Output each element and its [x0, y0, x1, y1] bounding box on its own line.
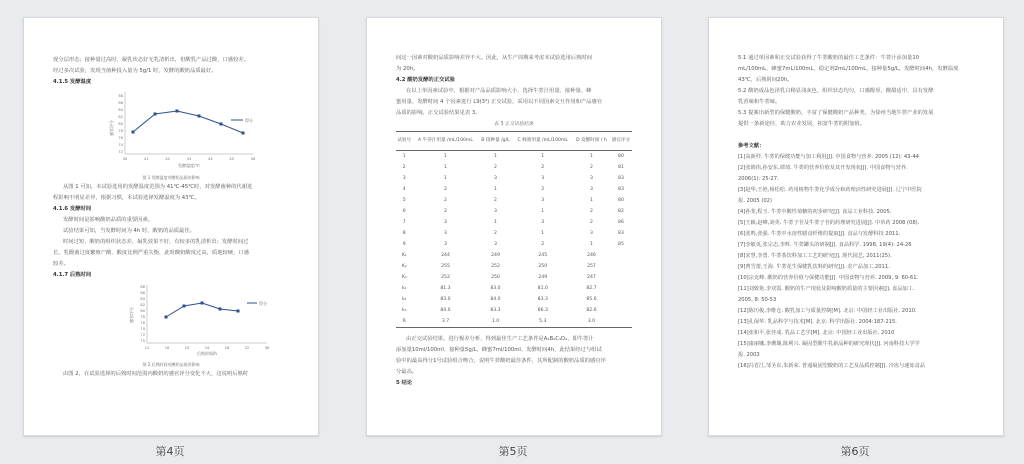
table-cell: 83: [618, 176, 624, 181]
y-tick-label: 82: [118, 115, 123, 120]
table-cell: 250: [491, 275, 500, 280]
table-cell: 82.6: [586, 308, 597, 313]
table-row: [396, 162, 632, 173]
y-tick-label: 84: [140, 297, 145, 302]
table-cell: 1: [541, 154, 545, 159]
data-point: [201, 302, 204, 305]
table-cell: 80: [618, 198, 624, 203]
x-tick-label: 41: [144, 157, 149, 161]
reference-line: [10]宗克峰. 酸奶的营养价值与保健功能[J]. 中国食物与营养. 2009, 9: 60-61.: [738, 275, 919, 281]
table-cell: 1.0: [478, 316, 512, 328]
table-cell: k₂: [402, 297, 407, 302]
data-point: [198, 115, 201, 118]
reference-line: [12]陈历俊,李维仓. 酸乳加工与质量控制[M]. 北京: 中国轻工业出版社. 2010.: [738, 308, 917, 314]
table-cell: k₃: [402, 308, 407, 313]
y-tick-label: 74: [140, 327, 145, 332]
reference-line: 2005, 8: 50-53: [738, 297, 777, 303]
page-number-label: 第6页: [840, 445, 870, 458]
text-line: 现分层形态；接种量过高时，凝乳状态好无乳清析出，但酸乳产品过酸，口感较差。: [53, 57, 249, 63]
y-tick-label: 80: [118, 122, 123, 127]
table-cell: 252: [491, 264, 500, 269]
chart-fermentation-temperature: [53, 88, 289, 174]
page-4: [23, 17, 319, 436]
table-cell: 3: [541, 220, 545, 225]
table-cell: 83.3: [490, 308, 501, 313]
table-cell: [610, 272, 632, 283]
text-line: 在以上单因素试验中，根据对产品品质影响大小，选择牛蒡汁用量、接种量、蜂: [406, 88, 592, 94]
table-cell: 246: [587, 253, 596, 258]
table-cell: 6: [402, 209, 406, 214]
table-cell: 1: [494, 187, 497, 192]
table-cell: 249: [491, 253, 500, 258]
table-cell: 2: [494, 165, 497, 170]
page-number-label: 第4页: [155, 445, 185, 458]
section-heading: 4.2 酸奶发酵的正交试验: [396, 77, 455, 83]
y-tick-label: 86: [118, 101, 123, 106]
data-point: [176, 110, 179, 113]
text-line: 5.3 提案出新型的保健酸奶，丰富了保健酸奶产品种类，为徐州当地牛蒡产业的发展: [738, 110, 934, 116]
table-cell: 82: [618, 209, 624, 214]
table-cell: [610, 283, 632, 294]
score-line: [133, 111, 243, 133]
table-cell: 3: [541, 176, 545, 181]
table-cell: 249: [538, 275, 548, 280]
text-line: 品质的影响。正交试验结果见表 3。: [396, 110, 481, 116]
x-axis-label: 后熟时间/h: [197, 351, 217, 356]
table-row: [396, 195, 632, 206]
table-cell: 3: [444, 220, 447, 225]
table-row: [396, 261, 632, 272]
table-cell: 81: [618, 165, 624, 170]
table-cell: 1: [444, 165, 447, 170]
x-tick-label: 36: [264, 346, 270, 350]
data-point: [154, 113, 157, 116]
table-cell: 1: [444, 154, 447, 159]
data-point: [183, 305, 186, 308]
reference-line: [14]张和平,张佳成. 乳品工艺学[M]. 北京: 中国轻工业出版社. 2010: [738, 330, 895, 336]
data-point: [242, 132, 245, 135]
chart-post-ripening-time: [53, 281, 289, 361]
table-row: [396, 173, 632, 184]
text-line: 蜜用量、发酵时间 4 个因素进行 L9(3⁴) 正交试验，采用以不同因素交互作用和产品感官: [396, 99, 603, 105]
text-line: 经过多次试验，发现当菌种投入量为 5g/1 时，发酵的酸奶品质最好。: [53, 68, 217, 74]
x-tick-label: 28: [224, 346, 230, 350]
data-point: [165, 316, 168, 319]
table-cell: 252: [441, 275, 450, 280]
table-cell: 3: [444, 231, 447, 236]
x-tick-label: 43: [186, 157, 192, 161]
x-tick-label: 40: [122, 157, 128, 161]
y-axis-label: 感官评分: [129, 307, 134, 323]
text-line: 发酵时间是影响酸奶品质的重要因素。: [63, 217, 154, 223]
text-line: 间这一因素对酸奶品质影响差异不大。因此，从生产周期来考虑本试验选用后熟时间: [396, 55, 592, 61]
page-6: [708, 17, 1004, 436]
section-heading: 5 结论: [396, 380, 413, 386]
section-heading: 4.1.6 发酵时间: [53, 206, 92, 212]
text-line: 长，乳酸菌过度繁殖产酸，酸度比例严重失衡，此时酸奶酸度过高，质地较硬，口感: [53, 250, 249, 256]
figure-caption: 图 1 发酵温度对酸奶品质的影响: [142, 175, 200, 180]
data-point: [132, 131, 135, 134]
y-tick-label: 80: [140, 309, 145, 314]
table-cell: R: [396, 316, 413, 328]
table-cell: 3: [402, 176, 406, 181]
table-cell: 247: [587, 275, 596, 280]
table-cell: 7: [402, 220, 406, 225]
table-cell: 83: [618, 187, 624, 192]
reference-line: 报. 2005 (02): [738, 198, 772, 204]
table-cell: 83.0: [490, 286, 501, 291]
table-cell: 2: [494, 198, 497, 203]
table-cell: 82.7: [586, 286, 597, 291]
table-row: [396, 239, 632, 250]
page-5: [366, 17, 662, 436]
x-tick-label: 45: [229, 157, 234, 161]
table-cell: 2: [541, 242, 545, 247]
text-line: 5.1 通过单因素和正交试验获得了牛蒡酸奶的最佳工艺条件：牛蒡汁添加量10: [738, 55, 920, 61]
legend-label: 得分: [259, 301, 267, 306]
table-cell: K₃: [401, 275, 407, 280]
table-cell: 245: [538, 253, 548, 258]
table-header: C 蜂蜜用量 /mL/100mL: [513, 132, 573, 151]
table-cell: 1: [444, 176, 447, 181]
x-tick-label: 16: [164, 346, 170, 350]
table-cell: 2: [494, 231, 497, 236]
text-line: 43℃，后熟时间20h。: [738, 77, 793, 83]
section-heading: 4.1.5 发酵温度: [53, 79, 92, 85]
references-list: [738, 152, 974, 372]
y-tick-label: 74: [118, 143, 123, 148]
reference-line: [9]曹雪蕾,王海. 牛蒡花生保健乳饮料的研究[J]. 农产品加工,2011.: [738, 264, 890, 270]
table-cell: [610, 250, 632, 261]
x-tick-label: 24: [204, 346, 210, 350]
text-line: 由图 2，在试验选择的后熟时间范围内酸奶的感官评分变化不大，这说明后熟时: [63, 371, 249, 377]
x-tick-label: 20: [184, 346, 190, 350]
text-line: 从图 1 可知，本试验选用的发酵温度范围为 41℃-45℃时，对发酵菌种的代谢进: [63, 184, 253, 190]
x-tick-label: 42: [165, 157, 170, 161]
table-cell: 1: [402, 154, 406, 159]
y-tick-label: 88: [140, 285, 145, 290]
table-cell: 244: [441, 253, 450, 258]
text-line: 5.2 酸奶成品色泽乳白稍显浅灰色，组织状态均匀，口感醇厚，酸甜适中，具有发酵: [738, 88, 934, 94]
table-cell: 3.0: [573, 316, 610, 328]
figure-caption: 图 2 后熟时间对酸奶品质的影响: [142, 362, 200, 367]
table-row: [396, 283, 632, 294]
table-cell: 9: [402, 242, 406, 247]
table-cell: 85: [618, 242, 624, 247]
table-cell: 3: [589, 187, 593, 192]
table-cell: 81.3: [440, 286, 451, 291]
text-line: 分最高。: [396, 369, 418, 375]
table-cell: [610, 316, 632, 328]
reference-line: [5]王颖,赵峰,刘英. 牛蒡子苷及牛蒡子苷的药理研究进展[J]. 中草药 2008 (08).: [738, 220, 920, 226]
table-cell: 255: [441, 264, 450, 269]
table-cell: 3: [494, 209, 497, 214]
table-header-row: [396, 132, 632, 151]
chart-2-svg: [53, 281, 289, 361]
table-cell: 2: [589, 165, 593, 170]
reference-line: [6]张鸣,张强. 牛蒡中水溶性膳食纤维的提取[J]. 食品与发酵科技 2011.: [738, 231, 901, 237]
table-cell: [610, 294, 632, 305]
table-cell: 84.0: [490, 297, 501, 302]
table-row: [396, 151, 632, 163]
table-row: [396, 184, 632, 195]
table-cell: 83.3: [537, 297, 548, 302]
table-header: D 发酵时间 / h: [573, 132, 610, 151]
table-cell: 8: [402, 231, 406, 236]
table-cell: 1: [494, 154, 497, 159]
table-cell: 1: [541, 209, 545, 214]
page-number-label: 第5页: [498, 445, 528, 458]
data-point: [219, 308, 222, 311]
table-cell: 2: [541, 165, 545, 170]
reference-line: [11]刘致艳,李双霞. 酸奶的生产现状及影响酸奶质量的主要因素[J]. 食品加工.: [738, 286, 915, 292]
table-cell: k₁: [402, 286, 407, 291]
reference-line: [4]孙斐,程玉. 牛蒡中酸性菊糖的初步研究[J]. 食品工业科技. 2005.: [738, 209, 892, 215]
table-cell: 3: [589, 231, 593, 236]
table-cell: 1: [589, 198, 593, 203]
section-heading: 4.1.7 后熟时间: [53, 272, 92, 278]
data-point: [220, 123, 223, 126]
table-cell: 1: [589, 154, 593, 159]
reference-line: [13]孔保华. 乳品科学与技术[M]. 北京: 科学出版社. 2004:187-215.: [738, 319, 897, 325]
text-line: 较差。: [53, 261, 69, 267]
table-cell: 250: [538, 264, 548, 269]
table-cell: 2: [589, 220, 593, 225]
references-heading: 参考文献：: [738, 143, 765, 149]
table-cell: 4: [402, 187, 406, 192]
y-tick-label: 88: [118, 94, 123, 99]
table-header: 感官评分: [610, 132, 632, 151]
table-row: [396, 316, 632, 328]
y-tick-label: 70: [140, 339, 145, 344]
x-tick-label: 44: [208, 157, 213, 161]
score-line: [166, 303, 238, 317]
reference-line: [3]赵华,王艳,杨松松. 药用植物牛蒡化学成分和药理活性研究进展[J]. 辽宁中医院: [738, 187, 922, 193]
table-cell: 3.7: [413, 316, 479, 328]
table-cell: 81.0: [537, 286, 548, 291]
text-line: 添加量10ml/100ml、接种量5g/L、蜂蜜7ml/100ml、发酵时间4h，此结果经过与组试: [396, 347, 602, 353]
y-tick-label: 76: [118, 136, 123, 141]
table-cell: 2: [444, 198, 447, 203]
table-cell: K₂: [401, 264, 407, 269]
y-tick-label: 72: [118, 150, 123, 155]
x-tick-label: 12: [144, 346, 150, 350]
table-cell: 80: [618, 154, 624, 159]
table-title: 表 3 正交试验结果: [494, 122, 534, 127]
table-cell: K₁: [401, 253, 407, 258]
table-cell: 86.3: [537, 308, 548, 313]
reference-line: [8]宋慧,李勇. 牛蒡茶饮料加工工艺的研究[J]. 现代园艺, 2011(25).: [738, 253, 892, 259]
table-cell: 2: [402, 165, 406, 170]
x-axis-label: 发酵温度/℃: [178, 163, 200, 168]
text-line: 验中的最高得分1号试验组合吻合，说明牛蒡酸奶最佳条件，其所配制的酸奶品质的感官评: [396, 358, 606, 364]
table-cell: [610, 261, 632, 272]
y-tick-label: 86: [140, 291, 145, 296]
y-tick-label: 72: [140, 333, 145, 338]
reference-line: [1]高新杼. 牛蒡的保健功能与加工利用[J]. 中国食物与营养. 2005 (12): 43-44: [738, 154, 919, 160]
y-tick-label: 78: [118, 129, 123, 134]
text-line: 试验结果可知，当发酵时间为 4h 时，酸奶的品质最佳。: [63, 228, 195, 234]
table-cell: 3: [494, 242, 497, 247]
table-row: [396, 305, 632, 316]
table-cell: 85.6: [586, 297, 597, 302]
table-cell: 83.0: [440, 297, 451, 302]
table-row: [396, 294, 632, 305]
table-header: A 牛蒡汁用量 /mL/100mL: [413, 132, 479, 151]
table-row: [396, 272, 632, 283]
x-tick-label: 32: [244, 346, 250, 350]
table-cell: 3: [589, 176, 593, 181]
table-row: [396, 217, 632, 228]
table-cell: [610, 305, 632, 316]
table-header: 试验号: [396, 132, 413, 151]
text-line: 由正交试验结果，进行极差分析，得到最佳生产工艺条件是A₂B₂C₃D₂，即牛蒡汁: [406, 336, 594, 342]
y-tick-label: 82: [140, 303, 145, 308]
text-line: 提供一条新途径，助力农业发展，拓宽牛蒡的附加值。: [738, 121, 866, 127]
table-cell: 2: [589, 209, 593, 214]
table-cell: 1: [589, 242, 593, 247]
table-cell: 2: [541, 187, 545, 192]
chart-1-svg: [53, 88, 289, 174]
table-cell: 1: [541, 231, 545, 236]
table-cell: 5: [402, 198, 406, 203]
table-cell: 3: [541, 198, 545, 203]
table-cell: 83: [618, 231, 624, 236]
table-cell: 84.0: [440, 308, 451, 313]
reference-line: [7]李敏英,张宗志,李辉. 牛蒡罐头的研制[J]. 食品科学. 1998, 19(4): 24-26: [738, 242, 912, 248]
table-cell: 3: [494, 176, 497, 181]
reference-line: [16]冯晋江,邹圣东,朱新荣. 普通凝固型酸奶的工艺及品质控制[J]. 冷冻与速冻食品: [738, 363, 925, 369]
text-line: 为 20h。: [396, 66, 419, 72]
table-cell: 257: [587, 264, 596, 269]
reference-line: [2]张锦伟,孙安东,谭琦. 牛蒡的营养价值及其开发现状[J]. 中国食物与营养.: [738, 165, 908, 171]
orthogonal-test-table: [396, 131, 632, 328]
table-cell: 2: [444, 187, 447, 192]
text-line: 时间过短，酸奶的组织状态差，凝乳效果不好，有较多的乳清析出；发酵时间过: [63, 239, 249, 245]
table-cell: 1: [494, 220, 497, 225]
table-header: B 接种量 /g/L: [478, 132, 512, 151]
text-line: mL/100mL、蜂蜜7mL/100mL，稳定剂2mL/100mL，接种量5g/L，发酵时间4h，发酵温度: [738, 66, 959, 72]
legend-label: 得分: [245, 118, 253, 123]
table-cell: 5.3: [513, 316, 573, 328]
y-tick-label: 84: [118, 108, 123, 113]
table-cell: 3: [444, 242, 447, 247]
x-tick-label: 46: [250, 157, 256, 161]
reference-line: [15]康丽娜,李珊瑚,陈利兴. 凝固型酸牛乳新品种的研究现状[J]. 河南科技大学学: [738, 341, 920, 347]
reference-line: 2006(1): 25-27.: [738, 176, 779, 182]
table-row: [396, 228, 632, 239]
table-cell: 86: [618, 220, 624, 225]
table-row: [396, 250, 632, 261]
reference-line: 报. 2003: [738, 352, 760, 358]
data-point: [237, 310, 240, 313]
text-line: 程影响不明显差异，根据习惯，本试验选择发酵温度为 43℃。: [53, 195, 200, 201]
text-line: 乳香味和牛蒡味。: [738, 99, 781, 105]
y-axis-label: 感官评分: [109, 120, 114, 136]
table-row: [396, 206, 632, 217]
y-tick-label: 78: [140, 315, 145, 320]
table-cell: 2: [444, 209, 447, 214]
y-tick-label: 76: [140, 321, 145, 326]
